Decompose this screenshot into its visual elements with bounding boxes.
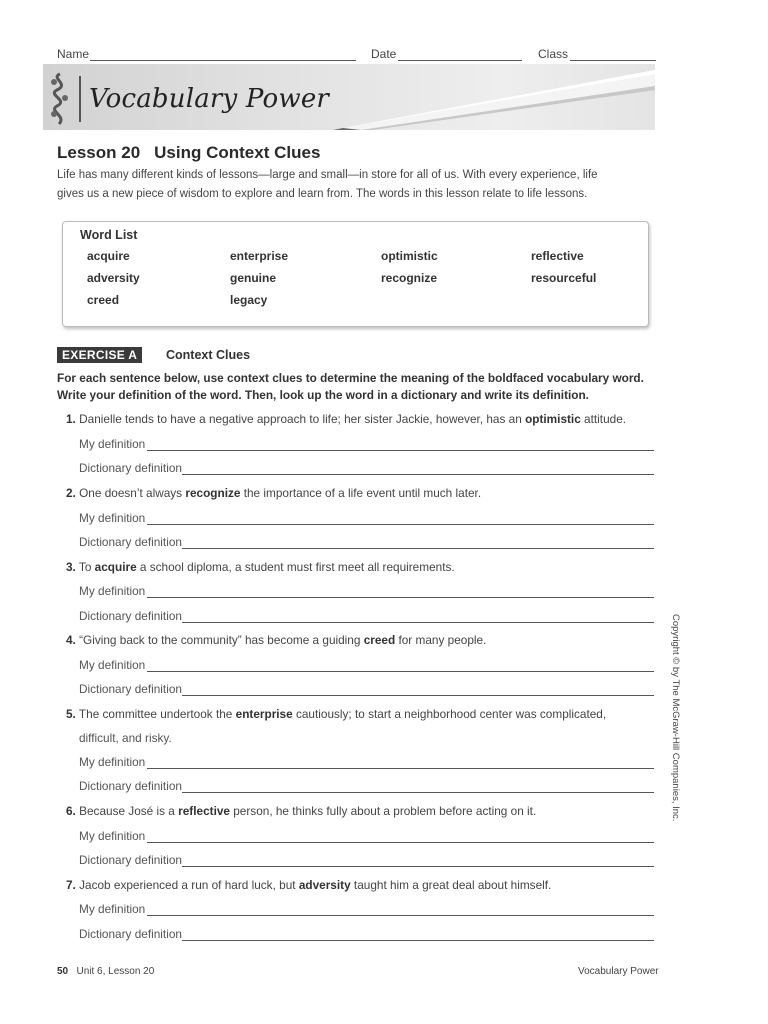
my-definition-label: My definition (79, 437, 146, 451)
instructions-line: Write your definition of the word. Then, look up the word in a dictionary and write its definition. (57, 388, 589, 402)
lesson-title: Using Context Clues (154, 143, 321, 162)
word-list-title: Word List (80, 228, 138, 242)
question-sentence: 7. Jacob experienced a run of hard luck, but adversity taught him a great deal about himself. (66, 878, 552, 892)
banner-title: Vocabulary Power (89, 84, 330, 114)
dictionary-definition-label: Dictionary definition (79, 927, 182, 941)
footer-book-title: Vocabulary Power (578, 966, 659, 977)
name-label: Name (57, 47, 90, 61)
my-definition-field[interactable] (147, 597, 654, 598)
my-definition-field[interactable] (147, 842, 654, 843)
question-sentence: 3. To acquire a school diploma, a student must first meet all requirements. (66, 560, 455, 574)
word-list-item: optimistic (381, 249, 438, 263)
my-definition-field[interactable] (147, 450, 654, 451)
lesson-heading (57, 143, 320, 163)
my-definition-label: My definition (79, 584, 146, 598)
vocabulary-word: acquire (94, 560, 137, 574)
lesson-intro: Life has many different kinds of lessons—large and small—in store for all of us. With every experience, life gives us a new piece of wisdom to explore and learn from. The words in this lesson relate to life lessons. (57, 169, 598, 200)
swirl-ornament-icon (45, 70, 75, 128)
dictionary-definition-label: Dictionary definition (79, 461, 182, 475)
vocabulary-word: adversity (298, 878, 351, 892)
dictionary-definition-field[interactable] (182, 548, 654, 549)
lesson-number: Lesson 20 (57, 143, 141, 162)
page-number: 50 (57, 966, 69, 977)
question-sentence: 5. The committee undertook the enterprise cautiously; to start a neighborhood center was complicated, (66, 707, 607, 721)
question-sentence: 4. “Giving back to the community” has become a guiding creed for many people. (66, 633, 487, 647)
word-list-item: creed (87, 293, 120, 307)
class-label: Class (538, 47, 569, 61)
question-sentence: 2. One doesn’t always recognize the importance of a life event until much later. (66, 486, 482, 500)
dictionary-definition-field[interactable] (182, 940, 654, 941)
question-sentence: 6. Because José is a reflective person, he thinks fully about a problem before acting on it. (66, 804, 537, 818)
vocabulary-power-banner (43, 64, 655, 130)
question-sentence: 1. Danielle tends to have a negative approach to life; her sister Jackie, however, has an optimistic attitude. (66, 412, 627, 426)
word-list-item: adversity (87, 271, 140, 285)
vocabulary-word: optimistic (525, 412, 581, 426)
dictionary-definition-field[interactable] (182, 695, 654, 696)
dictionary-definition-label: Dictionary definition (79, 853, 182, 867)
word-list-item: enterprise (230, 249, 289, 263)
dictionary-definition-label: Dictionary definition (79, 535, 182, 549)
dictionary-definition-field[interactable] (182, 474, 654, 475)
vocabulary-word: enterprise (235, 707, 293, 721)
word-list-item: resourceful (531, 271, 597, 285)
vocabulary-word: reflective (178, 804, 230, 818)
my-definition-label: My definition (79, 511, 146, 525)
word-list-box (62, 221, 649, 327)
word-list-item: acquire (87, 249, 130, 263)
my-definition-label: My definition (79, 902, 146, 916)
vocabulary-word: creed (363, 633, 396, 647)
banner-divider (79, 76, 81, 122)
question-sentence-continued: difficult, and risky. (79, 731, 172, 745)
footer-left (57, 966, 154, 977)
class-field[interactable] (570, 60, 656, 61)
word-list-item: reflective (531, 249, 584, 263)
instructions-line: For each sentence below, use context clues to determine the meaning of the boldfaced vocabulary word. (57, 371, 644, 385)
date-label: Date (371, 47, 397, 61)
my-definition-field[interactable] (147, 768, 654, 769)
copyright-notice: Copyright © by The McGraw-Hill Companies, Inc. (670, 614, 681, 822)
word-list-item: genuine (230, 271, 277, 285)
exercise-instructions (57, 370, 657, 404)
my-definition-label: My definition (79, 755, 146, 769)
name-field[interactable] (90, 60, 356, 61)
my-definition-field[interactable] (147, 671, 654, 672)
vocabulary-word: recognize (185, 486, 241, 500)
my-definition-label: My definition (79, 829, 146, 843)
my-definition-field[interactable] (147, 524, 654, 525)
exercise-title: Context Clues (166, 348, 251, 362)
dictionary-definition-label: Dictionary definition (79, 609, 182, 623)
my-definition-field[interactable] (147, 915, 654, 916)
word-list-item: recognize (381, 271, 438, 285)
my-definition-label: My definition (79, 658, 146, 672)
dictionary-definition-label: Dictionary definition (79, 779, 182, 793)
dictionary-definition-field[interactable] (182, 792, 654, 793)
dictionary-definition-field[interactable] (182, 866, 654, 867)
unit-lesson: Unit 6, Lesson 20 (76, 966, 155, 977)
word-list-item: legacy (230, 293, 268, 307)
exercise-badge: EXERCISE A (57, 347, 142, 363)
dictionary-definition-label: Dictionary definition (79, 682, 182, 696)
dictionary-definition-field[interactable] (182, 622, 654, 623)
date-field[interactable] (398, 60, 522, 61)
